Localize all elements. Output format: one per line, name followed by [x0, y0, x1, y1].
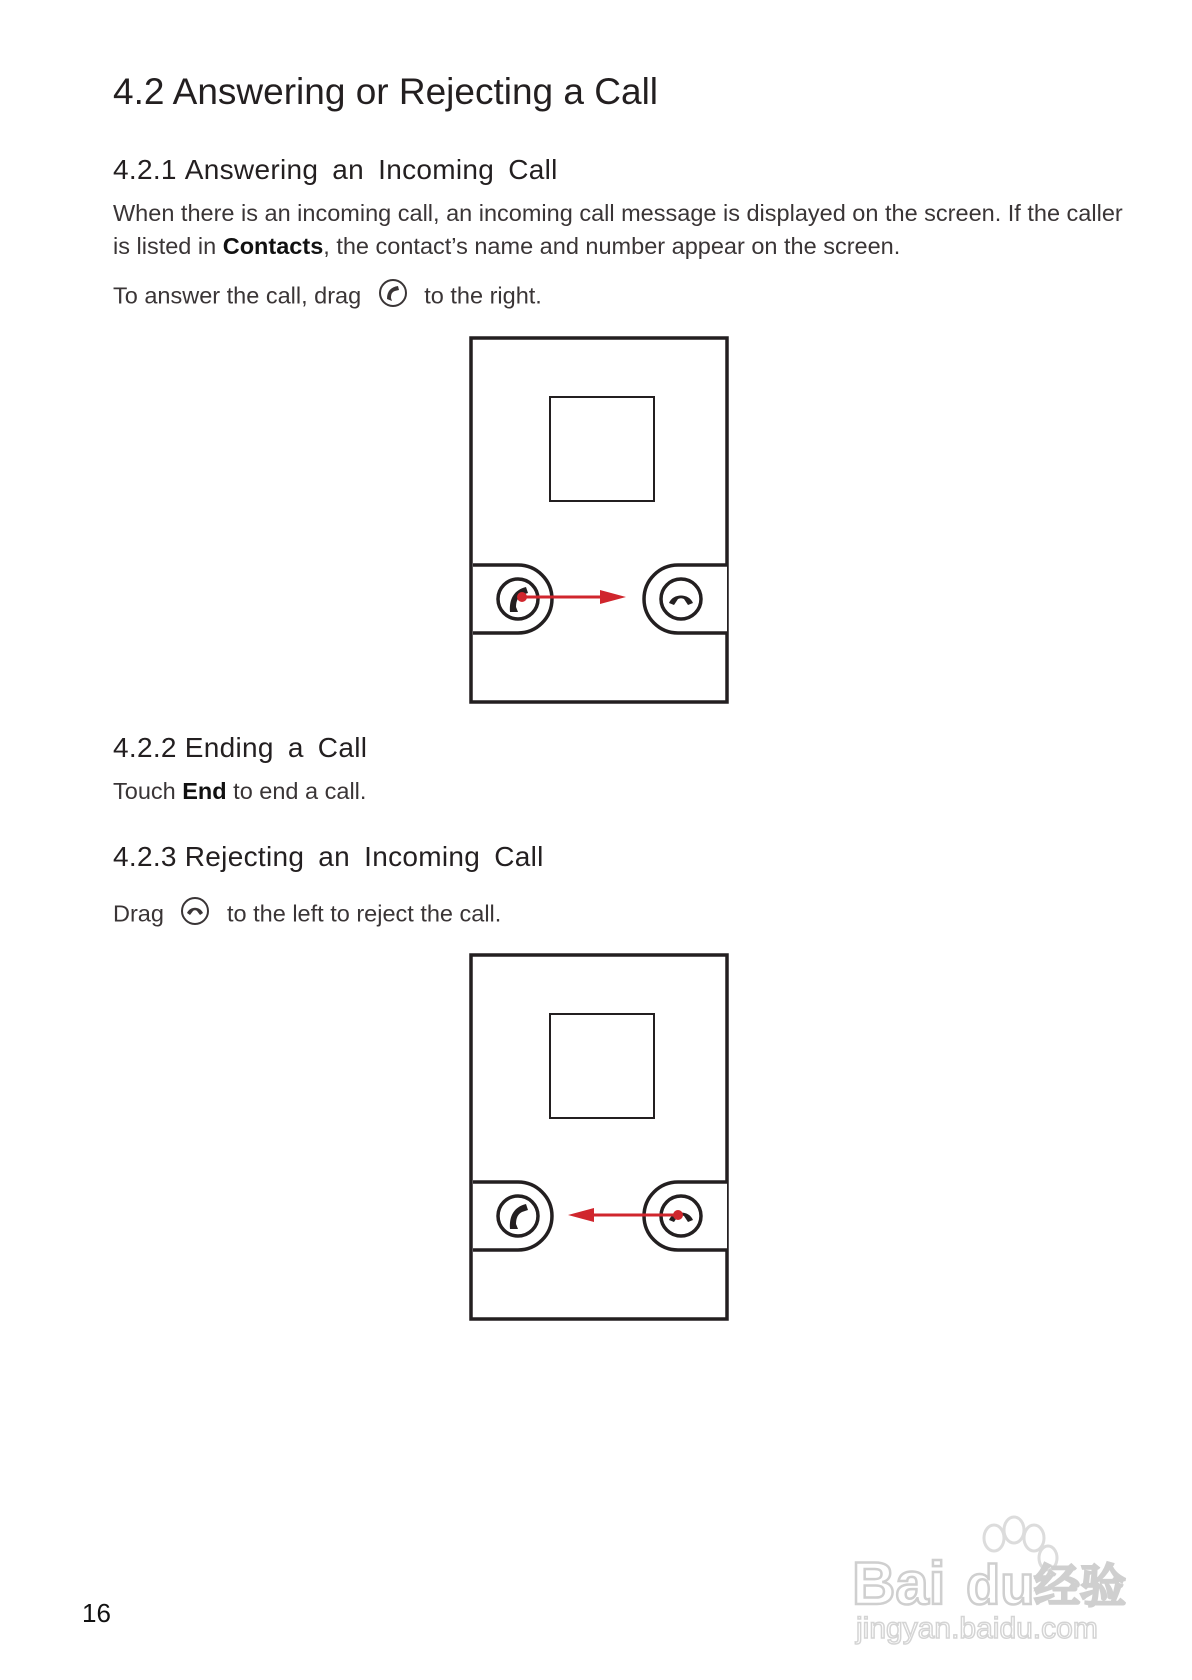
caller-photo-placeholder [550, 397, 654, 501]
baidu-jingyan-watermark [848, 1512, 1138, 1652]
svg-text:du: du [966, 1553, 1035, 1616]
answer-paragraph-text-b: , the contact’s name and number appear on the screen. [323, 233, 901, 259]
page-number: 16 [82, 1598, 111, 1628]
answer-call-diagram [468, 335, 732, 705]
answer-instruction-text-b: to the right. [424, 282, 542, 309]
phone-outline [471, 955, 727, 1319]
answer-paragraph-line1: When there is an incoming call, an incoming call message is displayed on the screen. If the caller [113, 200, 1123, 226]
answer-slider-handle [473, 565, 552, 633]
end-heading-number: 4.2.2 [113, 732, 177, 763]
end-instruction-text-b: to end a call. [226, 778, 367, 804]
svg-text:经验: 经验 [1034, 1559, 1126, 1613]
end-instruction [113, 775, 366, 808]
reject-heading-number: 4.2.3 [113, 841, 177, 872]
answer-slider-handle [473, 1182, 552, 1250]
end-heading [113, 730, 367, 766]
reject-phone-icon [180, 896, 210, 935]
reject-instruction-text-b: to the left to reject the call. [227, 900, 502, 927]
reject-call-diagram [468, 952, 732, 1322]
answer-phone-icon [378, 278, 408, 317]
reject-slider-handle [644, 565, 727, 633]
answer-instruction [113, 278, 542, 317]
reject-instruction-text-a: Drag [113, 900, 164, 927]
end-bold: End [182, 778, 227, 804]
end-instruction-text-a: Touch [113, 778, 183, 804]
answer-paragraph-line2 [113, 230, 900, 263]
answer-heading-number: 4.2.1 [113, 154, 177, 185]
reject-instruction [113, 896, 501, 935]
svg-text:Bai: Bai [852, 1550, 946, 1617]
answer-instruction-text-a: To answer the call, drag [113, 282, 362, 309]
reject-heading [113, 839, 544, 875]
reject-heading-text: Rejecting an Incoming Call [184, 841, 544, 872]
end-heading-text: Ending a Call [184, 732, 368, 763]
answer-paragraph-text-a: is listed in [113, 233, 223, 259]
contacts-bold: Contacts [222, 233, 324, 259]
answer-heading-text: Answering an Incoming Call [184, 154, 558, 185]
caller-photo-placeholder [550, 1014, 654, 1118]
answer-heading [113, 152, 558, 188]
svg-text:jingyan.baidu.com: jingyan.baidu.com [856, 1612, 1098, 1645]
phone-outline [471, 338, 727, 702]
section-title: 4.2 Answering or Rejecting a Call [113, 71, 659, 112]
